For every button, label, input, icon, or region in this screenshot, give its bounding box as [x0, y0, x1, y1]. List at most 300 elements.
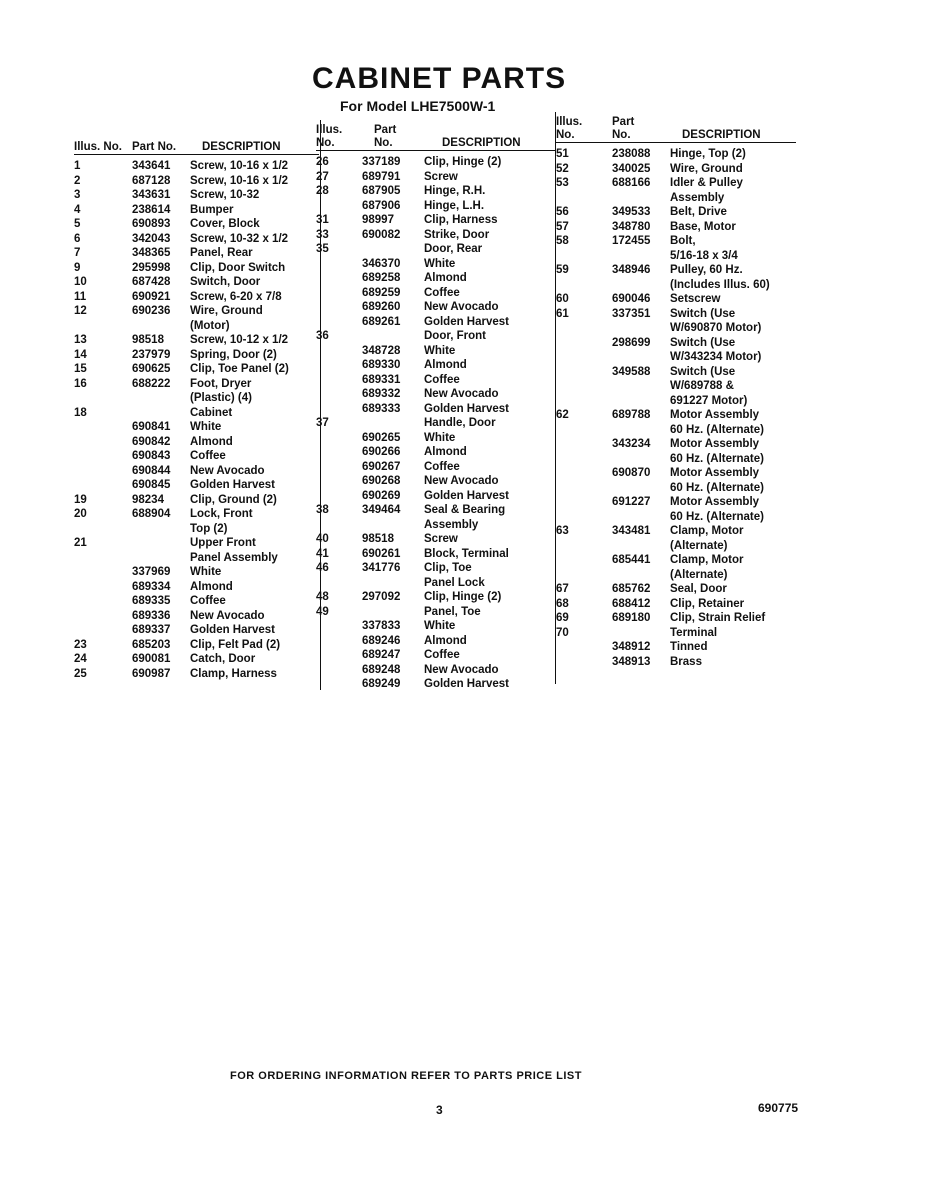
part-number [612, 481, 670, 496]
part-number: 687905 [362, 185, 401, 197]
illus-number: 23 [74, 638, 87, 651]
parts-column-2 [316, 118, 556, 692]
part-description: Screw, 6-20 x 7/8 [190, 290, 282, 303]
part-description: Assembly [670, 191, 725, 204]
part-number: 690269 [362, 489, 401, 502]
part-number: 98518 [132, 334, 164, 346]
part-description: 60 Hz. (Alternate) [670, 481, 764, 494]
part-number [132, 551, 190, 566]
parts-row [74, 319, 319, 334]
part-number: 689333 [362, 402, 401, 415]
illus-number [316, 373, 362, 388]
part-number: 337351 [612, 307, 651, 320]
parts-row [74, 377, 319, 392]
part-number: 688412 [612, 597, 651, 610]
part-description: Switch (Use [670, 336, 736, 349]
part-number: 689337 [132, 624, 171, 636]
part-description: 5/16-18 x 3/4 [670, 249, 738, 262]
illus-number: 13 [74, 334, 87, 346]
header-rule [316, 150, 556, 151]
parts-row [556, 524, 796, 539]
part-number [612, 568, 670, 583]
parts-row [316, 445, 556, 460]
parts-row [316, 329, 556, 344]
illus-number [316, 344, 362, 359]
illus-number: 58 [556, 235, 569, 247]
part-number: 690266 [362, 446, 401, 458]
part-description: Cover, Block [190, 218, 260, 230]
illus-number [556, 423, 612, 438]
parts-row [74, 275, 319, 290]
part-number [612, 249, 670, 264]
parts-row [316, 576, 556, 591]
parts-row [316, 184, 556, 199]
illus-number [316, 286, 362, 301]
part-number: 690265 [362, 431, 401, 444]
part-number: 98518 [362, 533, 394, 545]
parts-row [556, 495, 796, 510]
part-description: Clip, Toe Panel (2) [190, 363, 289, 375]
parts-row [316, 199, 556, 214]
illus-number [74, 449, 132, 464]
description-header: DESCRIPTION [442, 137, 521, 149]
part-number: 295998 [132, 261, 171, 274]
illus-number [316, 257, 362, 272]
part-description: Block, Terminal [424, 547, 509, 560]
part-number [362, 605, 424, 620]
part-number: 690082 [362, 228, 401, 241]
parts-row [74, 449, 319, 464]
part-number: 689259 [362, 286, 401, 299]
parts-row [316, 431, 556, 446]
parts-row [556, 626, 796, 641]
parts-row [316, 242, 556, 257]
part-description: Coffee [424, 460, 460, 473]
parts-row [556, 481, 796, 496]
part-description: Panel, Toe [424, 605, 481, 618]
part-number [612, 423, 670, 438]
parts-row [74, 594, 319, 609]
column-header [74, 112, 319, 154]
description-header: DESCRIPTION [202, 141, 281, 153]
illus-number [316, 387, 362, 402]
part-description: Screw, 10-32 [190, 189, 260, 201]
illus-number [556, 379, 612, 394]
part-number: 298699 [612, 336, 651, 349]
illus-number [316, 663, 362, 678]
parts-row [74, 159, 319, 174]
part-number: 690261 [362, 547, 401, 560]
part-number: 349464 [362, 504, 401, 516]
part-number: 689261 [362, 315, 401, 328]
part-number: 98234 [132, 493, 164, 506]
illus-number [74, 623, 132, 638]
part-number: 690870 [612, 467, 651, 479]
part-description: Seal & Bearing [424, 504, 506, 516]
part-description: Setscrew [670, 293, 721, 305]
illus-number: 18 [74, 406, 87, 419]
part-number [612, 394, 670, 409]
illus-number [316, 619, 362, 634]
part-number: 348913 [612, 655, 651, 668]
illus-number: 10 [74, 276, 87, 288]
parts-row [316, 315, 556, 330]
parts-row [556, 510, 796, 525]
part-description: Wire, Ground [670, 162, 743, 175]
part-description: Coffee [190, 595, 226, 607]
parts-column-1 [74, 112, 319, 681]
parts-row [556, 234, 796, 249]
parts-row [74, 609, 319, 624]
part-number [132, 391, 190, 406]
illus-number: 68 [556, 597, 569, 610]
part-description: W/689788 & [670, 380, 734, 392]
parts-row [556, 147, 796, 162]
parts-row [316, 561, 556, 576]
part-description: (Alternate) [670, 568, 728, 581]
part-number: 689331 [362, 373, 401, 386]
part-description: Clip, Harness [424, 214, 498, 226]
parts-row [556, 191, 796, 206]
part-description: Hinge, Top (2) [670, 148, 746, 160]
part-number [362, 416, 424, 431]
parts-row [316, 518, 556, 533]
illus-number: 41 [316, 547, 329, 560]
page-number: 3 [436, 1103, 443, 1117]
part-number: 690268 [362, 475, 401, 487]
parts-row [556, 423, 796, 438]
parts-row [556, 408, 796, 423]
illus-number [316, 358, 362, 373]
part-number: 689330 [362, 359, 401, 371]
parts-row [316, 677, 556, 692]
part-number [612, 321, 670, 336]
parts-row [74, 232, 319, 247]
illus-number [556, 568, 612, 583]
parts-row [74, 580, 319, 595]
illus-number [556, 336, 612, 351]
part-number: 690843 [132, 450, 171, 462]
illus-number [556, 278, 612, 293]
part-description: Bumper [190, 203, 234, 216]
part-description: Terminal [670, 626, 718, 639]
part-number: 348728 [362, 344, 401, 357]
illus-number: 69 [556, 612, 569, 624]
part-number: 690842 [132, 435, 171, 448]
illus-number: 56 [556, 206, 569, 218]
part-description: (Alternate) [670, 539, 728, 552]
part-number: 689791 [362, 170, 401, 183]
part-description: Door, Front [424, 330, 486, 342]
parts-row [316, 416, 556, 431]
part-description: Almond [424, 272, 467, 284]
illus-number [556, 466, 612, 481]
ordering-note: FOR ORDERING INFORMATION REFER TO PARTS PRICE LIST [230, 1070, 582, 1082]
part-description: Golden Harvest [190, 624, 275, 636]
illus-number [556, 640, 612, 655]
part-description: Handle, Door [424, 417, 496, 429]
part-number: 690236 [132, 305, 171, 317]
parts-row [556, 350, 796, 365]
part-header: Part No. [374, 124, 397, 149]
illus-number [316, 634, 362, 649]
part-number: 348780 [612, 220, 651, 233]
part-number: 342043 [132, 232, 171, 245]
illus-number: 6 [74, 232, 81, 245]
part-number: 687428 [132, 276, 171, 288]
part-number: 343234 [612, 438, 651, 450]
parts-row [316, 532, 556, 547]
illus-number [316, 518, 362, 533]
part-number: 690987 [132, 667, 171, 680]
part-description: Screw, 10-32 x 1/2 [190, 232, 289, 245]
illus-number: 3 [74, 189, 81, 201]
illus-number: 35 [316, 243, 329, 255]
parts-row [316, 605, 556, 620]
parts-row [74, 551, 319, 566]
parts-row [316, 474, 556, 489]
part-description: Seal, Door [670, 583, 727, 595]
part-description: Motor Assembly [670, 438, 760, 450]
part-description: Clip, Toe [424, 562, 472, 574]
parts-row [74, 203, 319, 218]
part-description: Almond [424, 634, 467, 647]
part-number: 337969 [132, 566, 171, 578]
parts-row [556, 176, 796, 191]
illus-number [316, 271, 362, 286]
part-number: 340025 [612, 162, 651, 175]
column-header [556, 112, 796, 142]
part-number [612, 510, 670, 525]
part-description: Almond [190, 435, 233, 448]
part-description: W/343234 Motor) [670, 351, 762, 363]
parts-row [316, 228, 556, 243]
illus-number: 1 [74, 160, 81, 172]
illus-number: 12 [74, 305, 87, 317]
part-number: 691227 [612, 496, 651, 508]
parts-row [556, 466, 796, 481]
part-number: 238614 [132, 203, 171, 216]
illus-number [556, 437, 612, 452]
part-description: (Plastic) (4) [190, 392, 252, 404]
part-number: 687128 [132, 174, 171, 187]
part-description: Lock, Front [190, 508, 253, 520]
column-header [316, 118, 556, 150]
part-number: 349533 [612, 206, 651, 218]
part-description: Clip, Door Switch [190, 261, 286, 274]
parts-row [316, 286, 556, 301]
illus-number: 33 [316, 228, 329, 241]
illus-number [74, 565, 132, 580]
parts-row [316, 300, 556, 315]
parts-row [556, 655, 796, 670]
parts-row [316, 358, 556, 373]
part-description: Screw [424, 533, 458, 545]
parts-row [316, 155, 556, 170]
part-description: 60 Hz. (Alternate) [670, 423, 764, 436]
part-number [132, 319, 190, 334]
part-description: Screw, 10-16 x 1/2 [190, 174, 289, 187]
parts-row [74, 623, 319, 638]
part-description: New Avocado [424, 388, 499, 400]
illus-number: 4 [74, 203, 81, 216]
parts-row [556, 307, 796, 322]
illus-number: 51 [556, 148, 569, 160]
illus-number: 28 [316, 185, 329, 197]
parts-row [74, 290, 319, 305]
parts-row [74, 333, 319, 348]
parts-row [74, 362, 319, 377]
parts-row [316, 547, 556, 562]
parts-row [556, 553, 796, 568]
parts-row [316, 213, 556, 228]
part-number: 689247 [362, 649, 401, 661]
illus-number [556, 365, 612, 380]
illus-number: 37 [316, 417, 329, 429]
part-description: Coffee [424, 373, 460, 386]
part-description: White [424, 620, 456, 632]
illus-number: 53 [556, 177, 569, 189]
part-number: 172455 [612, 235, 651, 247]
parts-row [74, 478, 319, 493]
part-number: 337189 [362, 156, 401, 168]
part-number: 343631 [132, 189, 171, 201]
part-description: Base, Motor [670, 220, 736, 233]
illus-number [74, 580, 132, 595]
illus-number: 27 [316, 170, 329, 183]
illus-number: 31 [316, 214, 329, 226]
part-number: 348912 [612, 641, 651, 653]
parts-row [74, 261, 319, 276]
part-description: Motor Assembly [670, 496, 760, 508]
parts-row [556, 379, 796, 394]
illus-number [316, 445, 362, 460]
illus-number: 26 [316, 156, 329, 168]
illus-header: Illus. No. [556, 116, 583, 141]
illus-number [74, 464, 132, 479]
part-description: Clip, Strain Relief [670, 612, 766, 624]
part-description: Hinge, R.H. [424, 185, 486, 197]
part-description: White [424, 257, 456, 270]
part-description: Screw [424, 170, 458, 183]
parts-row [556, 220, 796, 235]
illus-number [316, 315, 362, 330]
part-description: Brass [670, 655, 702, 668]
part-description: W/690870 Motor) [670, 322, 762, 334]
illus-number: 62 [556, 409, 569, 421]
part-description: Almond [424, 446, 467, 458]
part-description: Pulley, 60 Hz. [670, 264, 743, 276]
parts-row [556, 611, 796, 626]
parts-row [556, 568, 796, 583]
part-description: Panel Lock [424, 576, 485, 589]
part-description: New Avocado [190, 609, 265, 622]
part-number: 689335 [132, 595, 171, 607]
part-description: Strike, Door [424, 228, 490, 241]
illus-number [316, 402, 362, 417]
parts-row [556, 278, 796, 293]
part-description: White [424, 344, 456, 357]
parts-row [74, 246, 319, 261]
illus-number: 20 [74, 508, 87, 520]
parts-row [556, 365, 796, 380]
part-number [612, 191, 670, 206]
parts-row [316, 503, 556, 518]
illus-number: 21 [74, 537, 87, 549]
part-number: 348946 [612, 264, 651, 276]
part-number: 689248 [362, 663, 401, 676]
part-description: New Avocado [190, 464, 265, 477]
illus-number [556, 452, 612, 467]
part-number: 689260 [362, 301, 401, 313]
illus-number [316, 431, 362, 446]
parts-row [316, 619, 556, 634]
part-number: 337833 [362, 620, 401, 632]
document-number: 690775 [758, 1101, 799, 1115]
illus-number [74, 551, 132, 566]
part-number: 685441 [612, 554, 651, 566]
illus-number: 52 [556, 162, 569, 175]
illus-number: 70 [556, 626, 569, 639]
illus-number: 38 [316, 504, 329, 516]
part-description: Coffee [190, 450, 226, 462]
part-number: 348365 [132, 247, 171, 259]
illus-number [316, 460, 362, 475]
illus-number [316, 648, 362, 663]
illus-number: 15 [74, 363, 87, 375]
illus-number: 63 [556, 525, 569, 537]
parts-row [316, 257, 556, 272]
part-description: Screw, 10-16 x 1/2 [190, 160, 289, 172]
parts-row [556, 336, 796, 351]
illus-number [556, 481, 612, 496]
part-number: 98997 [362, 214, 394, 226]
part-description: Switch (Use [670, 365, 736, 378]
part-number [132, 536, 190, 551]
parts-row [316, 271, 556, 286]
part-description: Catch, Door [190, 653, 256, 665]
part-description: Clip, Felt Pad (2) [190, 638, 281, 651]
parts-row [316, 373, 556, 388]
illus-number: 67 [556, 583, 569, 595]
parts-row [74, 406, 319, 421]
parts-row [556, 249, 796, 264]
part-description: 691227 Motor) [670, 394, 748, 407]
illus-number [74, 391, 132, 406]
part-description: Screw, 10-12 x 1/2 [190, 334, 289, 346]
part-number: 690046 [612, 293, 651, 305]
parts-row [316, 590, 556, 605]
part-number: 341776 [362, 562, 401, 574]
parts-row [556, 437, 796, 452]
part-number: 343481 [612, 525, 651, 537]
parts-row [316, 663, 556, 678]
part-number: 689246 [362, 634, 401, 647]
part-description: Golden Harvest [424, 402, 509, 415]
parts-row [556, 205, 796, 220]
part-description: White [190, 421, 222, 433]
illus-number [556, 495, 612, 510]
part-number: 687906 [362, 199, 401, 212]
part-description: Golden Harvest [424, 315, 509, 328]
parts-row [74, 188, 319, 203]
parts-row [316, 634, 556, 649]
part-description: Upper Front [190, 537, 256, 549]
part-number: 690841 [132, 421, 171, 433]
parts-row [74, 638, 319, 653]
part-description: Panel, Rear [190, 247, 253, 259]
part-number: 689249 [362, 678, 401, 690]
